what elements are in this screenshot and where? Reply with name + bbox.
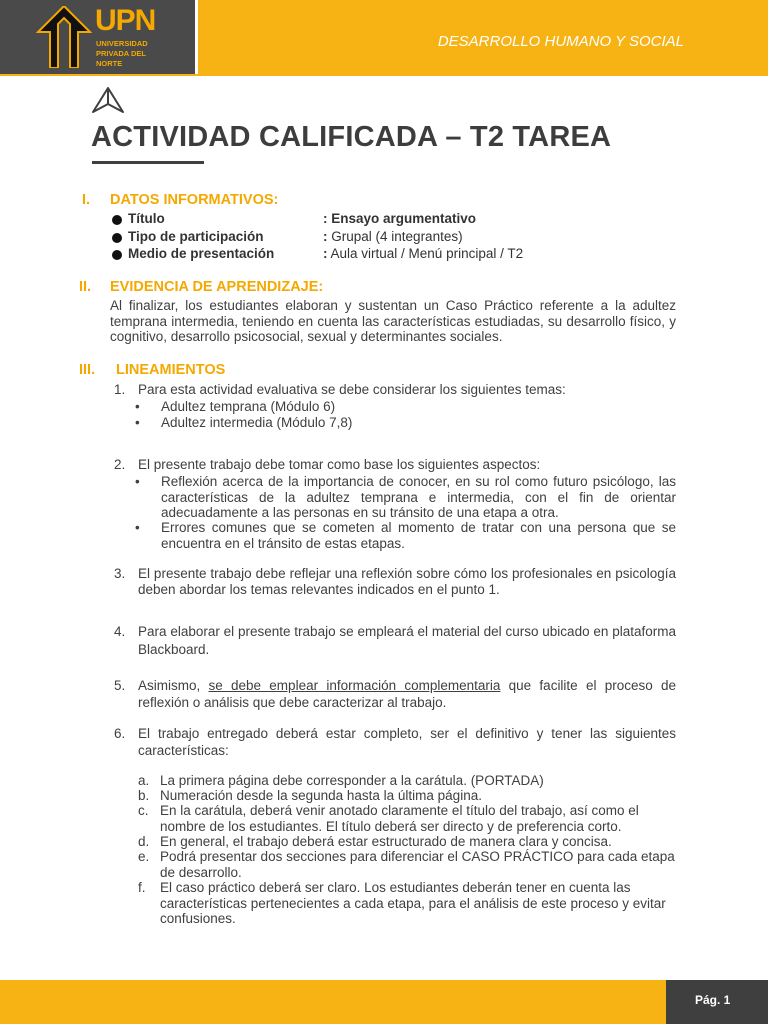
list-item: 1. Para esta actividad evaluativa se debe considerar los siguientes temas:	[114, 382, 566, 397]
bullet-dot	[112, 250, 122, 260]
list-item: d. En general, el trabajo deberá estar estructurado de manera clara y concisa.	[138, 834, 612, 849]
course-name: DESARROLLO HUMANO Y SOCIAL	[437, 33, 684, 50]
list-item: c. En la carátula, deberá venir anotado claramente el título del trabajo, así como el nombre de los estudiantes. El título deberá ser directo y de preferencia corto.	[138, 803, 639, 834]
info-value: : Ensayo argumentativo	[323, 211, 477, 226]
logo-subtext: UNIVERSIDAD PRIVADA DEL NORTE	[96, 39, 148, 68]
section-3-number: III.	[79, 362, 96, 378]
page-header	[0, 0, 768, 74]
list-item: 5. Asimismo, se debe emplear información complementaria que facilite el proceso de reflexión o análisis que debe caracterizar al trabajo.	[114, 678, 676, 710]
page-number: Pág. 1	[695, 993, 731, 1007]
list-item: • Errores comunes que se cometen al momento de tratar con una persona que se encuentra en el tránsito de estas etapas.	[135, 520, 676, 551]
logo-text: UPN	[95, 4, 156, 37]
section-3-heading: LINEAMIENTOS	[116, 362, 226, 378]
info-label: Medio de presentación	[128, 246, 275, 261]
title-underline	[92, 161, 204, 164]
header-bar	[198, 0, 768, 74]
list-item: 3. El presente trabajo debe reflejar una reflexión sobre cómo los profesionales en psicología deben abordar los temas relevantes indicados en el punto 1.	[114, 566, 676, 597]
list-item: • Reflexión acerca de la importancia de conocer, en su rol como futuro psicólogo, las características de la adultez temprana e intermedia, con el fin de orientar adecuadamente a las personas en su tránsito de una etapa a otra.	[135, 474, 676, 520]
list-item: b. Numeración desde la segunda hasta la última página.	[138, 788, 482, 803]
info-value: : Aula virtual / Menú principal / T2	[323, 246, 524, 261]
info-value: : Grupal (4 integrantes)	[323, 229, 463, 244]
bullet-dot	[112, 215, 122, 225]
section-1-heading: DATOS INFORMATIVOS:	[110, 192, 279, 208]
info-label: Tipo de participación	[128, 229, 264, 244]
section-2-heading: EVIDENCIA DE APRENDIZAJE:	[110, 279, 324, 295]
info-label: Título	[128, 211, 165, 226]
section-1-number: I.	[82, 192, 91, 208]
section-2-number: II.	[79, 279, 92, 295]
list-item: a. La primera página debe corresponder a la carátula. (PORTADA)	[138, 773, 544, 788]
upn-arrow-logo-icon	[36, 6, 92, 68]
header-divider	[0, 74, 768, 76]
list-item: • Adultez intermedia (Módulo 7,8)	[135, 415, 353, 430]
list-item: f. El caso práctico deberá ser claro. Los estudiantes deberán tener en cuenta las características pertenecientes a cada etapa, para el análisis de este proceso y evitar confusiones.	[138, 880, 666, 926]
page-footer	[0, 980, 768, 1024]
arrow-icon	[90, 86, 126, 116]
page-title: ACTIVIDAD CALIFICADA – T2 TAREA	[91, 121, 612, 153]
underlined-text: se debe emplear información complementaria	[208, 678, 501, 693]
list-item: 6. El trabajo entregado deberá estar completo, ser el definitivo y tener las siguientes características:	[114, 726, 676, 758]
list-item: • Adultez temprana (Módulo 6)	[135, 399, 336, 414]
upn-logo	[0, 0, 195, 74]
list-item: e. Podrá presentar dos secciones para diferenciar el CASO PRÁCTICO para cada etapa de desarrollo.	[138, 849, 675, 880]
section-2-text: Al finalizar, los estudiantes elaboran y sustentan un Caso Práctico referente a la adultez temprana intermedia, teniendo en cuenta las características estudiadas, su desarrollo físico, y cognitivo, desarrollo psicosocial, sexual y determinantes sociales.	[110, 298, 676, 344]
bullet-dot	[112, 233, 122, 243]
list-item: 2. El presente trabajo debe tomar como base los siguientes aspectos:	[114, 457, 541, 472]
list-item: 4. Para elaborar el presente trabajo se empleará el material del curso ubicado en plataforma Blackboard.	[114, 624, 676, 657]
